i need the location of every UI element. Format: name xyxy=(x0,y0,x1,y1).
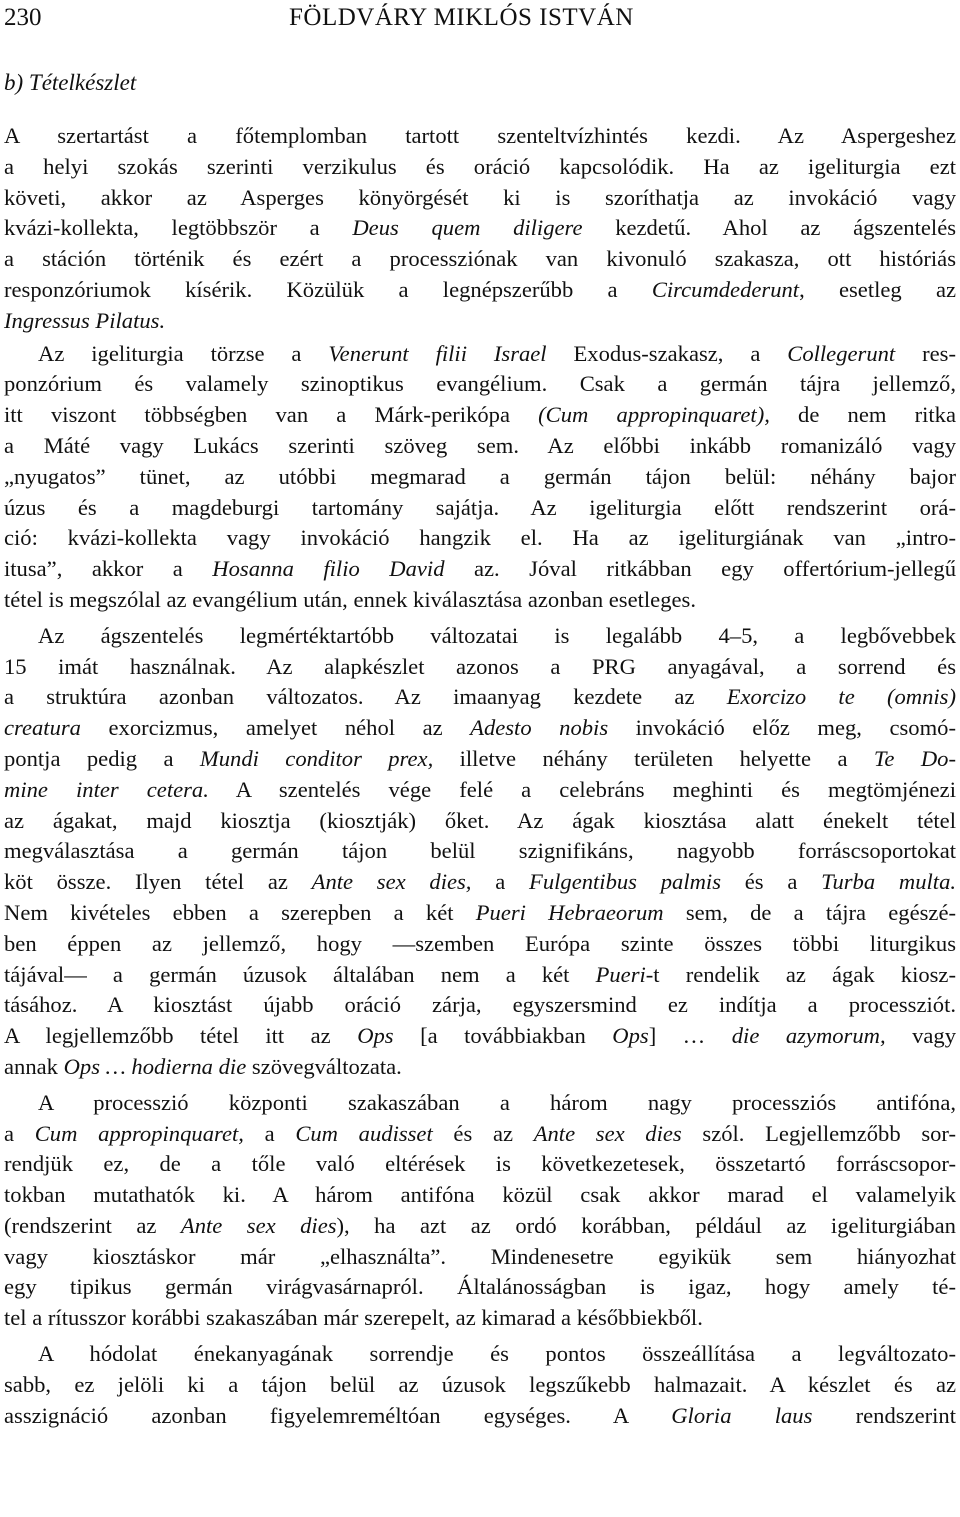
text-line xyxy=(4,462,956,493)
text-line xyxy=(4,867,956,898)
text-run: „nyugatos” tünet, az utóbbi megmarad a germán tájon belül: néhány bajor xyxy=(4,463,956,489)
text-run: az. Jóval ritkábban egy offertórium-jellegű xyxy=(444,556,957,582)
text-run: a Máté vagy Lukács szerinti szöveg sem. Az előbbi inkább romanizáló vagy xyxy=(4,432,956,458)
section-heading: b) Tételkészlet xyxy=(4,70,137,95)
text-line xyxy=(4,152,956,183)
paragraph xyxy=(4,1088,956,1334)
italic-text: Te Do- xyxy=(873,745,956,771)
italic-text: Venerunt filii Israel xyxy=(328,340,547,366)
running-title: FÖLDVÁRY MIKLÓS ISTVÁN xyxy=(289,4,634,31)
body-text xyxy=(4,121,956,1431)
text-line xyxy=(4,339,956,370)
italic-text: Fulgentibus palmis xyxy=(529,869,721,895)
text-line xyxy=(4,183,956,214)
text-run: az ágakat, majd kiosztja (kiosztják) őket. Az ágak kiosztása alatt énekelt tétel xyxy=(4,807,956,833)
text-line xyxy=(4,929,956,960)
text-line xyxy=(4,213,956,244)
text-line xyxy=(4,806,956,837)
italic-text: Pueri Hebraeorum xyxy=(475,899,664,925)
text-line xyxy=(4,585,956,616)
text-run: a stáción történik és ezért a processziónak van kivonuló szakasza, ott históriás xyxy=(4,246,956,272)
text-run: kvázi-kollekta, legtöbbször a xyxy=(4,215,353,241)
italic-text: Ops xyxy=(357,1023,394,1049)
text-run: vagy xyxy=(885,1023,956,1049)
text-line xyxy=(4,713,956,744)
italic-text: die azymorum, xyxy=(731,1023,886,1049)
text-run: A szertartást a főtemplomban tartott szenteltvízhintés kezdi. Az Aspergeshez xyxy=(4,123,956,148)
text-line xyxy=(4,682,956,713)
text-run: , esetleg az xyxy=(799,276,957,302)
italic-text: Deus quem diligere xyxy=(352,215,583,241)
text-run: kezdetű. Ahol az ágszentelés xyxy=(582,215,957,241)
text-run: A processzió központi szakaszában a három nagy processziós antifóna, xyxy=(38,1089,956,1115)
text-line xyxy=(4,1088,956,1119)
text-run: Exodus-szakasz, a xyxy=(546,340,788,366)
text-run: rendjük ez, de a tőle való eltérések is következetesek, összetartó forráscsopor- xyxy=(4,1151,956,1177)
text-run: egy tipikus germán virágvasárnapról. Általánosságban is igaz, hogy amely té- xyxy=(4,1274,956,1300)
page-number: 230 xyxy=(4,4,42,31)
text-run: szól. Legjellemzőbb sor- xyxy=(681,1120,957,1146)
text-run: A hódolat énekanyagának sorrendje és pontos összeállítása a legváltozato- xyxy=(38,1341,956,1367)
text-run: A legjellemzőbb tétel itt az xyxy=(4,1023,358,1049)
text-run: res- xyxy=(895,340,956,366)
text-line xyxy=(4,990,956,1021)
text-run: responzóriumok kísérik. Közülük a legnépszerűbb a xyxy=(4,276,652,302)
text-run: pontja pedig a xyxy=(4,745,200,771)
text-run: vagy kiosztáskor már „elhasználta”. Mindenesetre egyikük sem hiányozhat xyxy=(4,1243,956,1269)
text-run: a xyxy=(4,1120,35,1146)
text-run: -t rendelik az ágak kiosz- xyxy=(645,961,956,987)
italic-text: (Cum appropinquaret), xyxy=(538,402,770,428)
italic-text: Exorcizo te (omnis) xyxy=(726,684,956,710)
text-line xyxy=(4,1180,956,1211)
text-line xyxy=(4,1303,956,1334)
text-run: A szentelés vége felé a celebráns meghinti és megtömjénezi xyxy=(208,776,956,802)
text-line xyxy=(4,306,956,337)
text-run: sem, de a tájra egészé- xyxy=(663,899,957,925)
text-line xyxy=(4,1021,956,1052)
text-line xyxy=(4,1370,956,1401)
text-line xyxy=(4,493,956,524)
text-run: ), ha azt az ordó korábban, például az igeliturgiában xyxy=(336,1212,956,1238)
text-run: tel a rítusszor korábbi szakaszában már szerepelt, az kimarad a későbbiekből. xyxy=(4,1305,703,1331)
text-line xyxy=(4,121,956,152)
text-line xyxy=(4,275,956,306)
text-line xyxy=(4,1052,956,1083)
text-run: megválasztása a germán tájon belül szignifikáns, nagyobb forráscsoportokat xyxy=(4,838,956,864)
italic-text: Cum appropinquaret, xyxy=(34,1120,244,1146)
text-run: a xyxy=(243,1120,296,1146)
text-line xyxy=(4,523,956,554)
text-run: ció: kvázi-kollekta vagy invokáció hangzik el. Ha az igeliturgiának van „intro- xyxy=(4,525,956,551)
text-run: sabb, ez jelöli ki a tájon belül az úzusok legszűkebb halmazait. A készlet és az xyxy=(4,1371,956,1397)
italic-text: Adesto nobis xyxy=(470,715,609,741)
paragraph xyxy=(4,1339,956,1431)
text-run: illetve néhány területen helyette a xyxy=(433,745,874,771)
text-run: a xyxy=(471,869,530,895)
page-header xyxy=(4,4,956,36)
text-run: (rendszerint az xyxy=(4,1212,181,1238)
text-run: asszignáció azonban figyelemreméltóan egységes. A xyxy=(4,1402,672,1428)
paragraph xyxy=(4,339,956,616)
paragraph xyxy=(4,121,956,337)
text-line xyxy=(4,1339,956,1370)
text-line xyxy=(4,554,956,585)
text-run: és a xyxy=(721,869,822,895)
text-line xyxy=(4,1401,956,1432)
text-line xyxy=(4,244,956,275)
text-run: Az ágszentelés legmértéktartóbb változatai is legalább 4–5, a legbővebbek xyxy=(38,622,956,648)
text-run: tájával— a germán úzusok általában nem a két xyxy=(4,961,596,987)
text-line xyxy=(4,1149,956,1180)
italic-text: Cum audisset xyxy=(295,1120,433,1146)
text-line xyxy=(4,652,956,683)
text-run: Nem kivételes ebben a szerepben a két xyxy=(4,899,476,925)
text-line xyxy=(4,775,956,806)
text-run: de nem ritka xyxy=(769,402,956,428)
text-line xyxy=(4,898,956,929)
text-line xyxy=(4,369,956,400)
text-line xyxy=(4,400,956,431)
text-run: követi, akkor az Asperges könyörgését ki is szoríthatja az invokáció vagy xyxy=(4,184,956,210)
text-run: tásához. A kiosztást újabb oráció zárja, egyszersmind ez indítja a processziót. xyxy=(4,992,956,1018)
italic-text: Ante sex dies, xyxy=(311,869,472,895)
italic-text: Ops xyxy=(612,1023,649,1049)
italic-text: Mundi conditor prex, xyxy=(199,745,434,771)
italic-text: Pueri xyxy=(595,961,646,987)
italic-text: creatura xyxy=(4,715,81,741)
paragraph xyxy=(4,621,956,1083)
text-run: úzus és a magdeburgi tartomány sajátja. Az igeliturgia előtt rendszerint orá- xyxy=(4,494,956,520)
text-run: tétel is megszólal az evangélium után, ennek kiválasztása azonban esetleges. xyxy=(4,586,696,612)
italic-text: Circumdederunt xyxy=(651,276,800,302)
italic-text: Ops … hodierna die xyxy=(63,1053,247,1079)
italic-text: Turba multa. xyxy=(821,869,957,895)
text-run: 15 imát használnak. Az alapkészlet azonos a PRG anyagával, a sorrend és xyxy=(4,653,956,679)
text-run: és az xyxy=(432,1120,534,1146)
text-line xyxy=(4,836,956,867)
italic-text: Ingressus Pilatus. xyxy=(4,307,166,333)
text-line xyxy=(4,1211,956,1242)
text-run: a struktúra azonban változatos. Az imaanyag kezdete az xyxy=(4,684,727,710)
text-line xyxy=(4,1242,956,1273)
text-run: a helyi szokás szerinti verzikulus és oráció kapcsolódik. Ha az igeliturgia ezt xyxy=(4,153,956,179)
text-run: ben éppen az jellemző, hogy —szemben Európa szinte összes többi liturgikus xyxy=(4,930,956,956)
text-run: exorcizmus, amelyet néhol az xyxy=(80,715,471,741)
italic-text: Ante sex dies xyxy=(533,1120,682,1146)
text-line xyxy=(4,621,956,652)
text-run: szövegváltozata. xyxy=(246,1053,402,1079)
text-line xyxy=(4,431,956,462)
italic-text: mine inter cetera. xyxy=(4,776,209,802)
italic-text: Hosanna filio David xyxy=(212,556,445,582)
text-run: rendszerint xyxy=(812,1402,956,1428)
text-line xyxy=(4,1119,956,1150)
text-run: invokáció előz meg, csomó- xyxy=(608,715,956,741)
text-run: köt össze. Ilyen tétel az xyxy=(4,869,312,895)
text-run: itt viszont többségben van a Márk-perikópa xyxy=(4,402,539,428)
text-run: [a továbbiakban xyxy=(393,1023,613,1049)
text-run: ] … xyxy=(648,1023,732,1049)
text-run: annak xyxy=(4,1053,64,1079)
text-run: Az igeliturgia törzse a xyxy=(38,340,329,366)
text-run: tokban mutathatók ki. A három antifóna közül csak akkor marad el valamelyik xyxy=(4,1182,956,1208)
text-run: itusa”, akkor a xyxy=(4,556,213,582)
text-line xyxy=(4,744,956,775)
italic-text: Collegerunt xyxy=(787,340,896,366)
italic-text: Gloria laus xyxy=(671,1402,813,1428)
italic-text: Ante sex dies xyxy=(180,1212,337,1238)
text-run: ponzórium és valamely szinoptikus evangélium. Csak a germán tájra jellemző, xyxy=(4,371,956,397)
text-line xyxy=(4,960,956,991)
text-line xyxy=(4,1272,956,1303)
